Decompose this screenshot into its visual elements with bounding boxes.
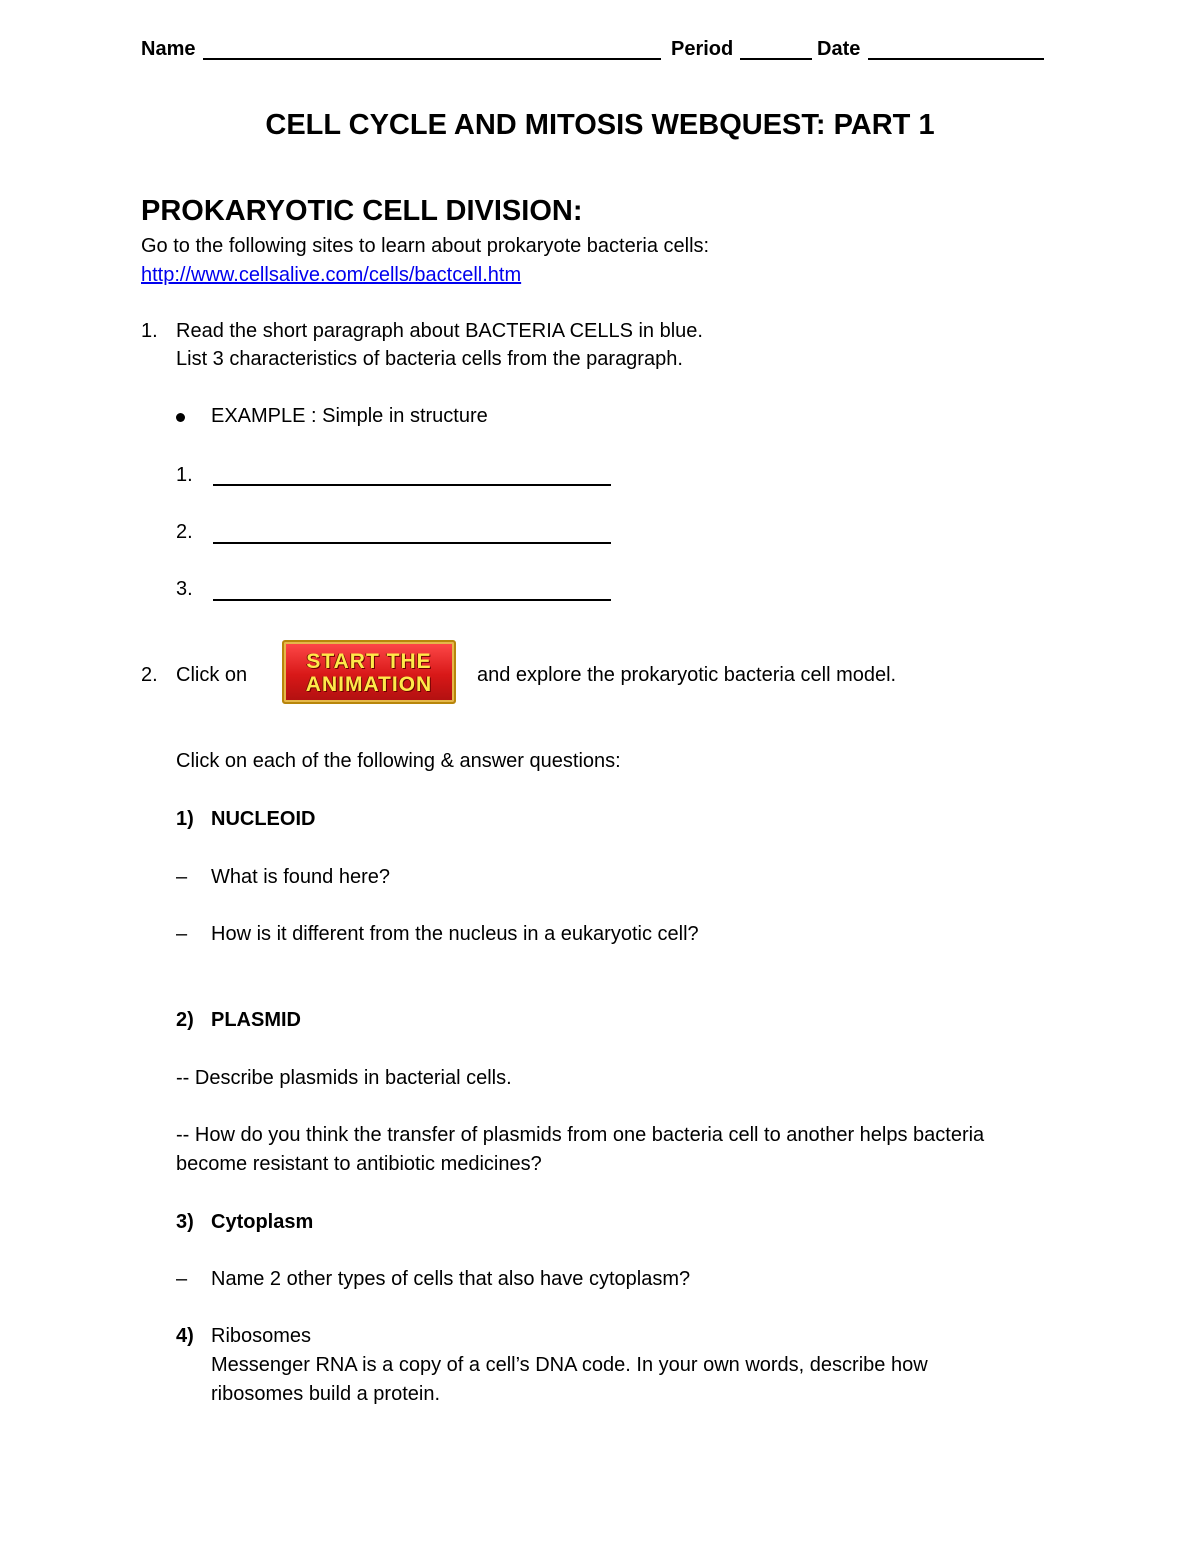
q2-click-on: Click on bbox=[176, 664, 248, 686]
cytoplasm-number: 3) bbox=[176, 1211, 194, 1233]
name-field[interactable] bbox=[203, 58, 661, 60]
q1-number: 1. bbox=[141, 320, 158, 342]
q1-answer-number-1: 1. bbox=[176, 464, 193, 486]
date-field[interactable] bbox=[868, 58, 1044, 60]
nucleoid-dash-a: – bbox=[176, 866, 188, 888]
q2-number: 2. bbox=[141, 664, 158, 686]
date-label: Date bbox=[817, 38, 861, 60]
start-animation-line1: START THE bbox=[306, 650, 432, 673]
q2-after-button: and explore the prokaryotic bacteria cell model. bbox=[477, 664, 897, 686]
plasmid-question-a: -- Describe plasmids in bacterial cells. bbox=[176, 1067, 512, 1089]
q1-answer-number-3: 3. bbox=[176, 578, 193, 600]
ribosomes-number: 4) bbox=[176, 1325, 194, 1347]
ribosomes-line2: ribosomes build a protein. bbox=[211, 1383, 441, 1405]
period-field[interactable] bbox=[740, 58, 812, 60]
plasmid-question-b-line2: become resistant to antibiotic medicines? bbox=[176, 1153, 542, 1175]
ribosomes-title: Ribosomes bbox=[211, 1325, 312, 1347]
cytoplasm-question-a: Name 2 other types of cells that also have cytoplasm? bbox=[211, 1268, 691, 1290]
start-animation-line2: ANIMATION bbox=[305, 673, 433, 696]
q1-line1: Read the short paragraph about BACTERIA CELLS in blue. bbox=[176, 320, 703, 342]
plasmid-title: PLASMID bbox=[211, 1009, 301, 1031]
q1-answer-line-1[interactable] bbox=[213, 484, 611, 486]
plasmid-number: 2) bbox=[176, 1009, 194, 1031]
plasmid-question-b-line1: -- How do you think the transfer of plasmids from one bacteria cell to another helps bacteria bbox=[176, 1124, 985, 1146]
nucleoid-dash-b: – bbox=[176, 923, 188, 945]
page-title: CELL CYCLE AND MITOSIS WEBQUEST: PART 1 bbox=[265, 109, 935, 141]
q2-instructions: Click on each of the following & answer questions: bbox=[176, 750, 621, 772]
intro-text: Go to the following sites to learn about prokaryote bacteria cells: bbox=[141, 235, 710, 257]
cellsalive-link[interactable]: http://www.cellsalive.com/cells/bactcell.htm bbox=[141, 264, 522, 286]
start-animation-button[interactable] bbox=[282, 640, 456, 704]
bullet-icon bbox=[176, 413, 185, 422]
q1-answer-number-2: 2. bbox=[176, 521, 193, 543]
nucleoid-number: 1) bbox=[176, 808, 194, 830]
nucleoid-title: NUCLEOID bbox=[211, 808, 316, 830]
nucleoid-question-b: How is it different from the nucleus in a eukaryotic cell? bbox=[211, 923, 699, 945]
q1-line2: List 3 characteristics of bacteria cells from the paragraph. bbox=[176, 348, 683, 370]
ribosomes-line1: Messenger RNA is a copy of a cell’s DNA code. In your own words, describe how bbox=[211, 1354, 928, 1376]
q1-answer-line-2[interactable] bbox=[213, 542, 611, 544]
section-heading: PROKARYOTIC CELL DIVISION: bbox=[141, 195, 583, 227]
period-label: Period bbox=[671, 38, 734, 60]
q1-answer-line-3[interactable] bbox=[213, 599, 611, 601]
cytoplasm-dash: – bbox=[176, 1268, 188, 1290]
cytoplasm-title: Cytoplasm bbox=[211, 1211, 314, 1233]
q1-example: EXAMPLE : Simple in structure bbox=[211, 405, 488, 427]
nucleoid-question-a: What is found here? bbox=[211, 866, 390, 888]
name-label: Name bbox=[141, 38, 196, 60]
